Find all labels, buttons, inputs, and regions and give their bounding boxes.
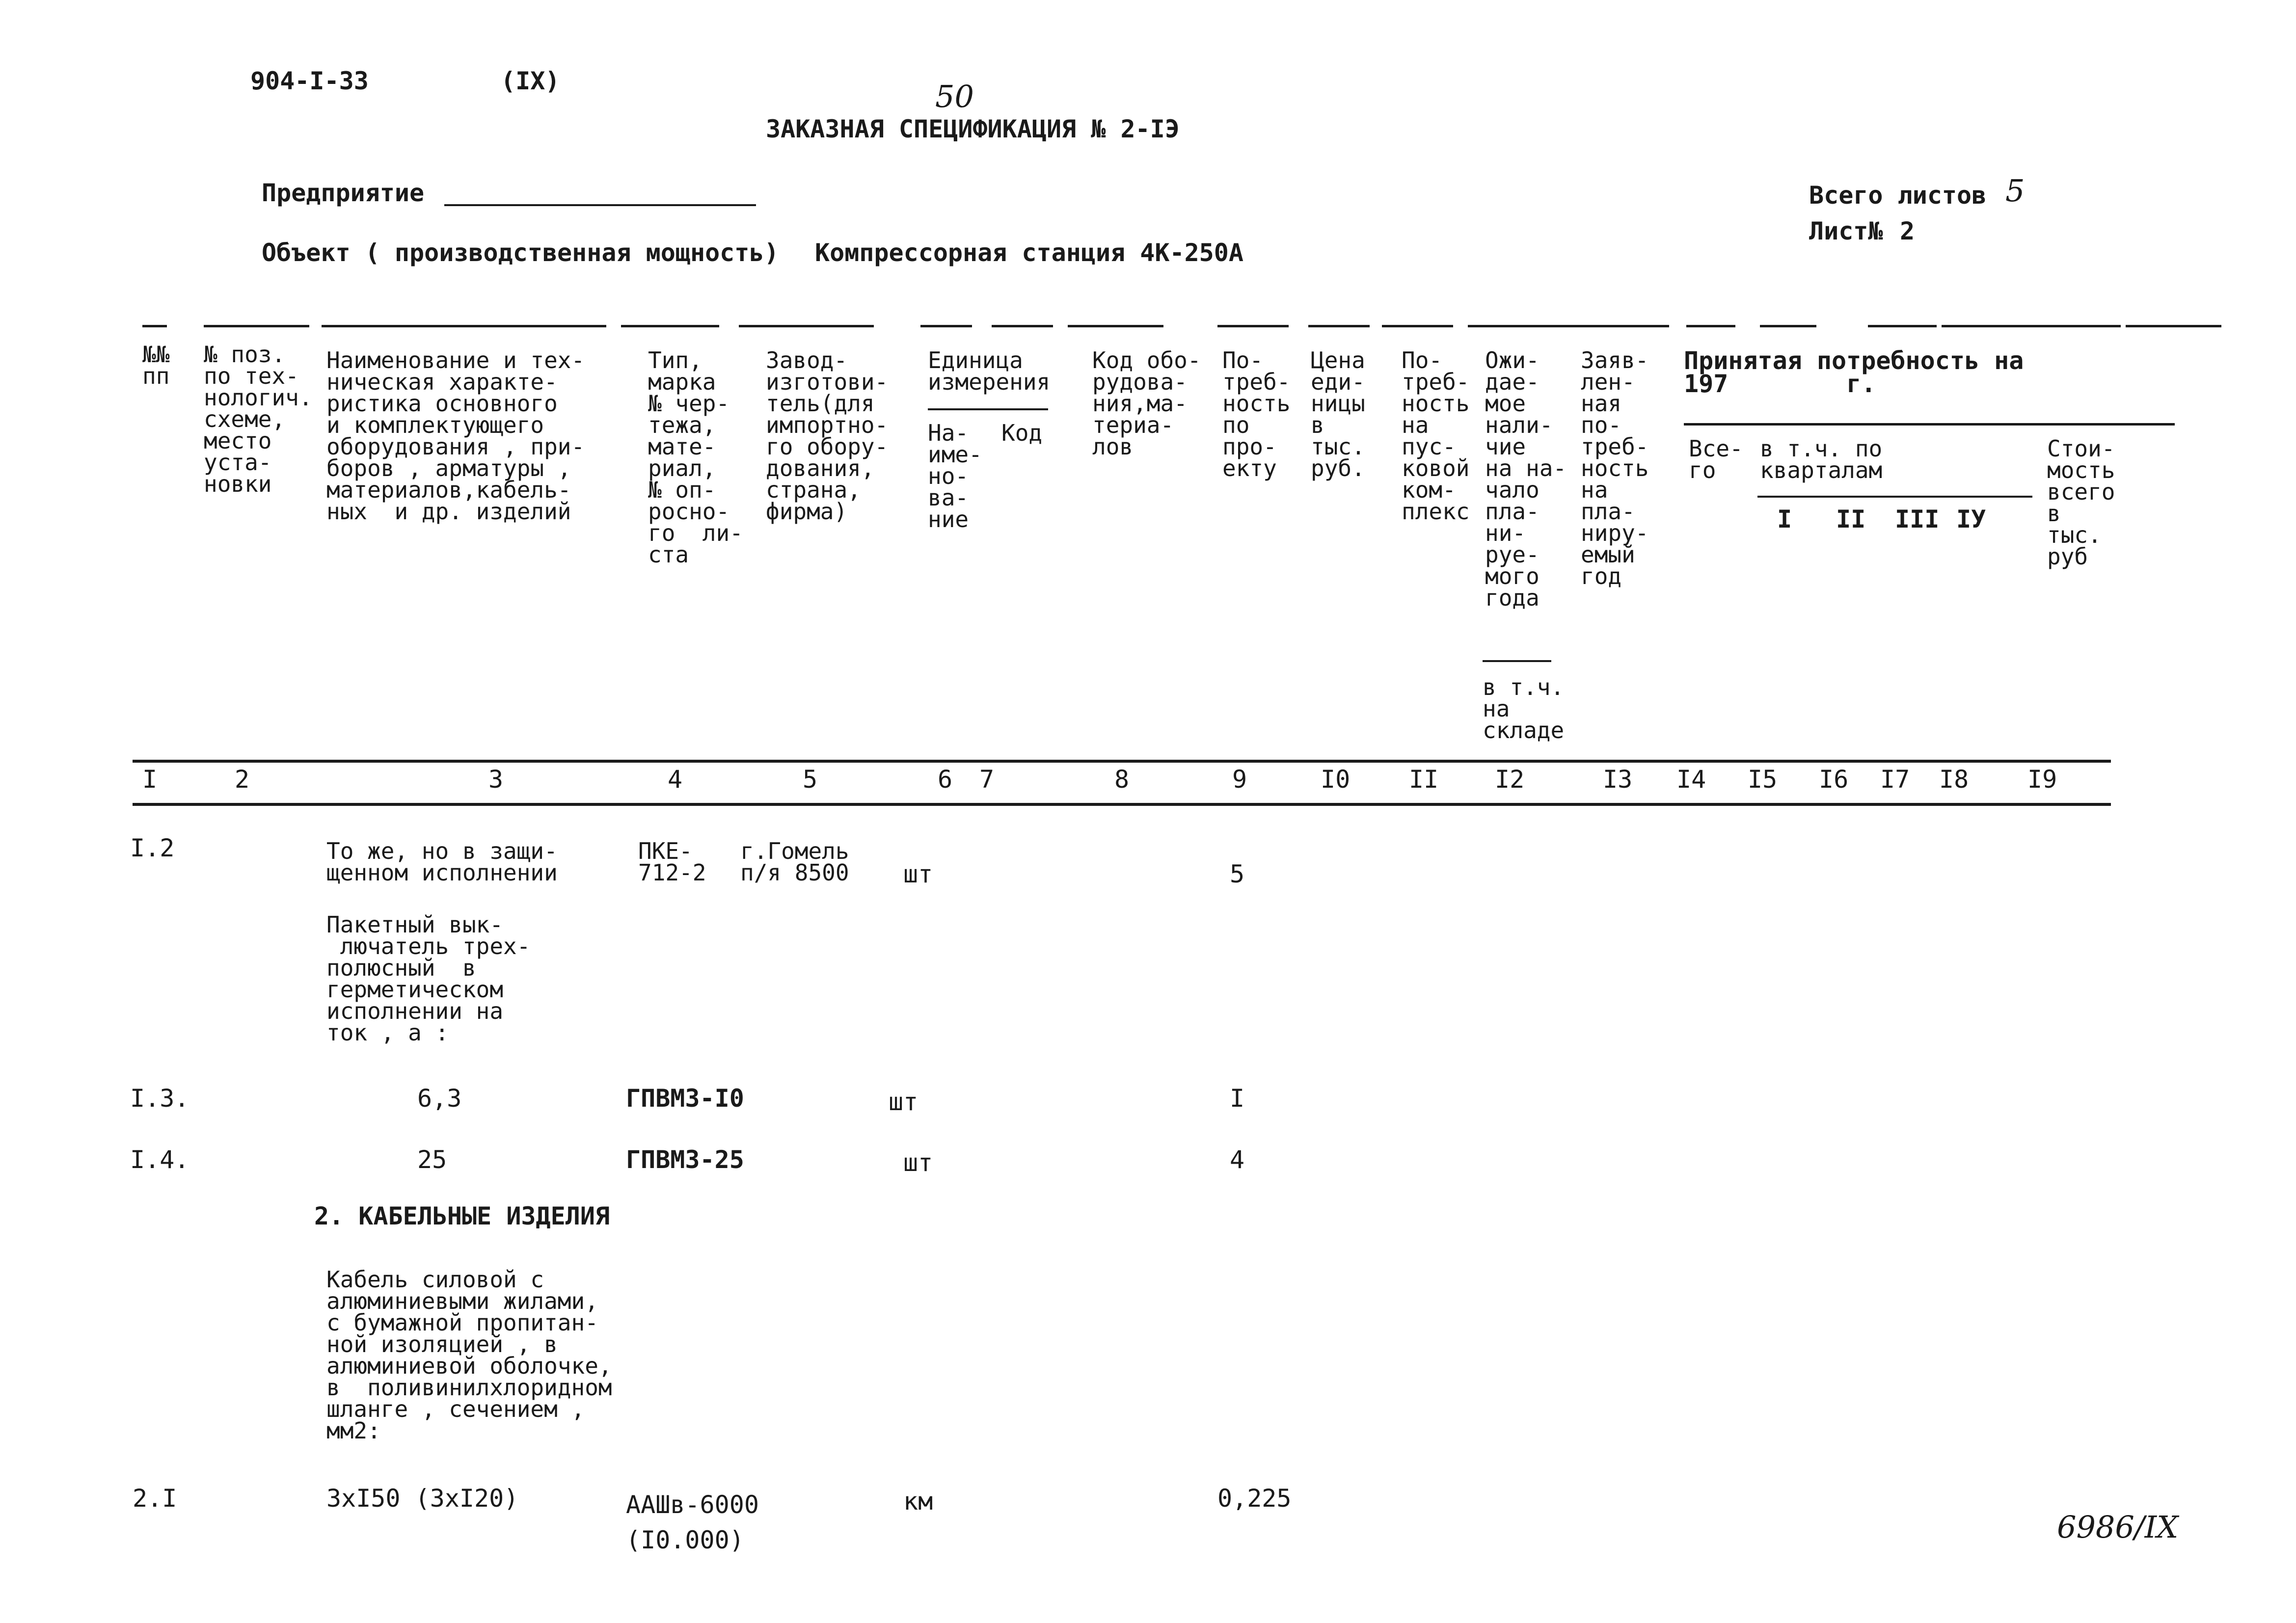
total-sheets-label: Всего листов	[1809, 181, 1987, 210]
column-number: I6	[1819, 765, 1849, 794]
row-number: I.4.	[130, 1145, 189, 1174]
object-value: Компрессорная станция 4К-250А	[815, 239, 1243, 267]
header-expected-stock: Ожи- дае- мое нали- чие на на- чало пла- ни- руе- мого года	[1485, 347, 1567, 611]
column-number: I0	[1321, 765, 1351, 794]
header-stock-divider	[1483, 660, 1551, 662]
column-number: 3	[488, 765, 504, 794]
column-number: 8	[1114, 765, 1130, 794]
header-project-need: По- треб- ность по про- екту	[1222, 347, 1291, 481]
header-q3: III	[1895, 505, 1940, 533]
header-cost: Стои- мость всего в тыс. руб	[2047, 435, 2115, 570]
column-number: I8	[1939, 765, 1969, 794]
item-name: То же, но в защи- щенном исполнении	[326, 838, 558, 886]
row-number: 2.I	[133, 1484, 177, 1513]
header-startup-need: По- треб- ность на пус- ковой ком- плекс	[1402, 347, 1470, 525]
column-number-bottom-rule	[133, 803, 2111, 806]
header-type: Тип, марка № чер- тежа, мате- риал, № оп- росно- го ли- ста	[648, 347, 743, 568]
header-q2: II	[1836, 505, 1866, 533]
sheet-value: 2	[1900, 217, 1915, 245]
row-number: I.2	[130, 834, 175, 862]
item-unit: км	[903, 1487, 933, 1516]
item-type: ААШв-6000 (I0.000)	[626, 1490, 759, 1554]
header-total: Все- го	[1689, 435, 1743, 483]
header-accepted-divider	[1684, 423, 2175, 426]
column-number: I5	[1748, 765, 1778, 794]
item-name: 6,3	[417, 1084, 462, 1113]
column-number: I9	[2027, 765, 2057, 794]
header-unit-divider	[928, 408, 1048, 410]
item-name: 3хI50 (3хI20)	[326, 1484, 519, 1513]
enterprise-blank-line	[444, 204, 756, 206]
header-unit-code: Код	[1001, 420, 1043, 446]
enterprise-label: Предприятие	[262, 179, 425, 207]
header-quarters: в т.ч. по кварталам	[1760, 435, 1883, 483]
column-number: 4	[668, 765, 683, 794]
header-q1: I	[1777, 505, 1792, 533]
item-quantity: I	[1230, 1084, 1245, 1113]
column-number: 9	[1232, 765, 1247, 794]
header-unit-group: Единица измерения	[928, 347, 1051, 395]
header-position: № поз. по тех- нологич. схеме, место уста- новки	[204, 341, 313, 497]
item-unit: шт	[903, 860, 933, 888]
row-number: I.3.	[130, 1084, 189, 1113]
archive-stamp: 6986/IX	[2057, 1509, 2179, 1545]
item-quantity: 0,225	[1217, 1484, 1292, 1513]
document-title: ЗАКАЗНАЯ СПЕЦИФИКАЦИЯ № 2-IЭ	[766, 115, 1180, 143]
volume-number: (IX)	[501, 67, 560, 95]
header-in-warehouse: в т.ч. на складе	[1483, 674, 1565, 744]
header-manufacturer: Завод- изготови- тель(для импортно- го обору- дования, страна, фирма)	[766, 347, 889, 525]
column-number: I4	[1676, 765, 1706, 794]
item-unit: шт	[903, 1148, 933, 1177]
column-number: I	[142, 765, 158, 794]
header-material-code: Код обо- рудова- ния,ма- териа- лов	[1092, 347, 1201, 460]
item-quantity: 5	[1230, 860, 1245, 888]
item-type: ГПВМЗ-I0	[626, 1084, 744, 1113]
header-q4: IУ	[1956, 505, 1986, 533]
column-number: I7	[1880, 765, 1910, 794]
total-sheets-value: 5	[2005, 173, 2025, 209]
item-type: ПКЕ- 712-2	[638, 838, 706, 886]
item-unit: шт	[889, 1088, 918, 1116]
document-code: 904-I-33	[250, 67, 369, 95]
column-number: 6	[938, 765, 953, 794]
item-name: 25	[417, 1145, 447, 1174]
header-name: Наименование и тех- ническая характе- ристика основного и комплектующего оборудования , при- боров , арматуры , материалов,кабель- ных и др. изделий	[326, 347, 585, 525]
header-bottom-rule	[133, 760, 2111, 763]
column-number: I3	[1603, 765, 1633, 794]
section-description: Кабель силовой с алюминиевыми жилами, с бумажной пропитан- ной изоляцией , в алюминиевой оболочке, в поливинилхлоридном шланге , сечением , мм2:	[326, 1266, 612, 1444]
column-number: 2	[235, 765, 250, 794]
section-heading: 2. КАБЕЛЬНЫЕ ИЗДЕЛИЯ	[314, 1202, 610, 1230]
column-number: 7	[979, 765, 995, 794]
page-number: 50	[935, 79, 974, 114]
header-row-number: №№ пп	[142, 341, 170, 389]
header-quarters-divider	[1757, 496, 2032, 498]
column-number: 5	[803, 765, 818, 794]
column-number: I2	[1495, 765, 1525, 794]
item-quantity: 4	[1230, 1145, 1245, 1174]
item-manufacturer: г.Гомель п/я 8500	[740, 838, 849, 886]
item-type: ГПВМЗ-25	[626, 1145, 744, 1174]
item-group-description: Пакетный вык- лючатель трех- полюсный в герметическом исполнении на ток , а :	[326, 911, 531, 1046]
header-declared-need: Заяв- лен- ная по- треб- ность на пла- ниру- емый год	[1581, 347, 1649, 589]
header-accepted-need: Принятая потребность на 197 г.	[1684, 346, 2024, 398]
header-unit-name: На- име- но- ва- ние	[928, 420, 982, 532]
sheet-label: Лист№	[1809, 217, 1883, 245]
object-label: Объект ( производственная мощность)	[262, 239, 779, 267]
header-unit-price: Цена еди- ницы в тыс. руб.	[1311, 347, 1365, 481]
column-number: II	[1409, 765, 1439, 794]
